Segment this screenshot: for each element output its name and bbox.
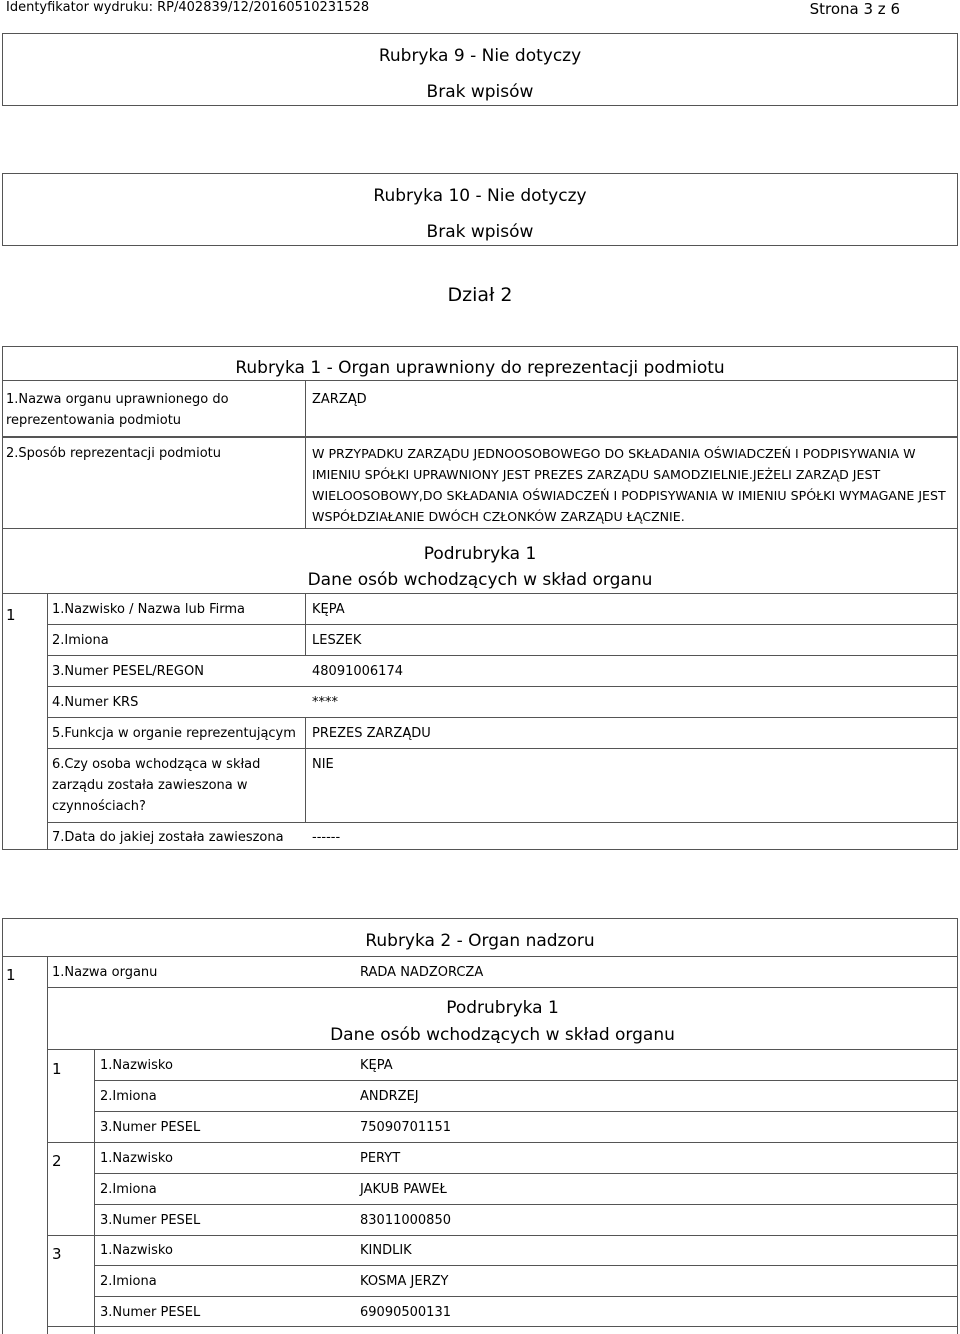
nadzor-person-surname-label: 1.Nazwisko — [100, 1151, 173, 1166]
person-surname-value: KĘPA — [312, 602, 345, 617]
nadzor-person-index: 2 — [52, 1152, 62, 1170]
organ-representation-value: W PRZYPADKU ZARZĄDU JEDNOOSOBOWEGO DO SKŁADANIA OŚWIADCZEŃ I PODPISYWANIA W IMIENIU SPÓŁKI UPRAWNIONY JEST PREZES ZARZĄDU SAMODZIELNIE.JEŻELI ZARZĄD JEST WIELOOSOBOWY,DO SKŁADANIA OŚWIADCZEŃ I PODPISYWANIA W IMIENIU SPÓŁKI WYMAGANE JEST WSPÓŁDZIAŁANIE DWÓCH CZŁONKÓW ZARZĄDU ŁĄCZNIE. — [312, 446, 946, 524]
rubryka-10-title: Rubryka 10 - Nie dotyczy — [373, 186, 587, 206]
nadzor-person-index: 1 — [52, 1060, 62, 1078]
person-pesel-label: 3.Numer PESEL/REGON — [52, 664, 204, 679]
nadzor-name-label: 1.Nazwa organu — [52, 965, 158, 980]
nadzor-index: 1 — [6, 966, 16, 984]
nadzor-person-index: 3 — [52, 1245, 62, 1263]
section-title: Dział 2 — [447, 284, 513, 306]
organ-representation-label: 2.Sposób reprezentacji podmiotu — [6, 446, 221, 461]
nadzor-person-names-label: 2.Imiona — [100, 1182, 157, 1197]
organ-title: Rubryka 1 - Organ uprawniony do reprezentacji podmiotu — [235, 358, 725, 378]
print-identifier: Identyfikator wydruku: RP/402839/12/20160510231528 — [6, 0, 370, 15]
person-names-label: 2.Imiona — [52, 633, 109, 648]
nadzor-person-pesel: 69090500131 — [360, 1305, 451, 1320]
organ-subsection-title: Podrubryka 1 — [423, 544, 537, 564]
rubryka-9-title: Rubryka 9 - Nie dotyczy — [378, 46, 582, 66]
nadzor-person-pesel: 75090701151 — [360, 1120, 451, 1135]
person-date-value: ------ — [312, 830, 341, 845]
nadzor-person-surname: KINDLIK — [360, 1243, 412, 1258]
nadzor-person-names-label: 2.Imiona — [100, 1089, 157, 1104]
person-surname-label: 1.Nazwisko / Nazwa lub Firma — [52, 602, 245, 617]
person-suspended-label: 6.Czy osoba wchodząca w skład zarządu została zawieszona w czynnościach? — [52, 757, 261, 814]
nadzor-person-names-label: 2.Imiona — [100, 1274, 157, 1289]
nadzor-person-names: JAKUB PAWEŁ — [360, 1182, 447, 1197]
nadzor-subsection-title: Podrubryka 1 — [446, 998, 559, 1018]
person-pesel-value: 48091006174 — [312, 664, 403, 679]
nadzor-person-names: ANDRZEJ — [360, 1089, 419, 1104]
nadzor-person-pesel-label: 3.Numer PESEL — [100, 1120, 201, 1135]
organ-name-value: ZARZĄD — [312, 392, 367, 407]
page-number: Strona 3 z 6 — [809, 0, 900, 18]
nadzor-person-surname-label: 1.Nazwisko — [100, 1243, 173, 1258]
nadzor-person-pesel-label: 3.Numer PESEL — [100, 1305, 201, 1320]
nadzor-person-surname: KĘPA — [360, 1058, 393, 1073]
nadzor-person-pesel-label: 3.Numer PESEL — [100, 1213, 201, 1228]
nadzor-name-value: RADA NADZORCZA — [360, 965, 484, 980]
rubryka-10-body: Brak wpisów — [426, 222, 534, 242]
organ-person-index: 1 — [6, 606, 16, 624]
person-suspended-value: NIE — [312, 757, 334, 772]
nadzor-title: Rubryka 2 - Organ nadzoru — [365, 931, 595, 951]
person-date-label: 7.Data do jakiej została zawieszona — [52, 830, 284, 845]
nadzor-subsection-subtitle: Dane osób wchodzących w skład organu — [330, 1025, 675, 1045]
person-function-value: PREZES ZARZĄDU — [312, 726, 431, 741]
nadzor-person-surname-label: 1.Nazwisko — [100, 1058, 173, 1073]
nadzor-person-pesel: 83011000850 — [360, 1213, 451, 1228]
organ-subsection-subtitle: Dane osób wchodzących w skład organu — [307, 570, 653, 590]
person-names-value: LESZEK — [312, 633, 362, 648]
person-function-label: 5.Funkcja w organie reprezentującym — [52, 726, 296, 741]
nadzor-person-names: KOSMA JERZY — [360, 1274, 449, 1289]
nadzor-person-surname: PERYT — [360, 1151, 401, 1166]
organ-name-label: 1.Nazwa organu uprawnionego do reprezentowania podmiotu — [6, 392, 229, 428]
person-krs-value: **** — [312, 695, 338, 710]
rubryka-9-body: Brak wpisów — [426, 82, 534, 102]
person-krs-label: 4.Numer KRS — [52, 695, 139, 710]
